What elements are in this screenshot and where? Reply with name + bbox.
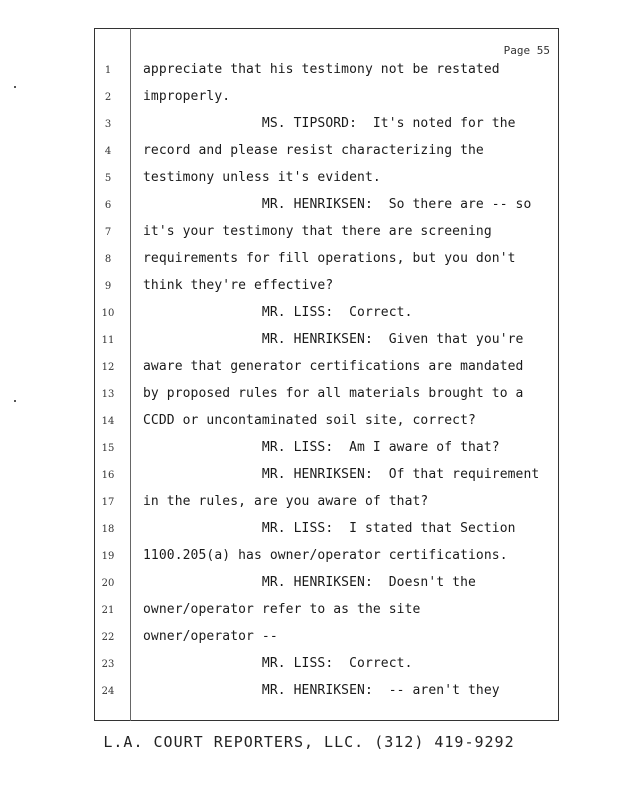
line-text: MR. LISS: I stated that Section xyxy=(143,521,516,536)
transcript-line xyxy=(0,141,618,168)
transcript-line xyxy=(0,276,618,303)
transcript-line xyxy=(0,357,618,384)
line-number: 4 xyxy=(104,146,112,157)
transcript-line xyxy=(0,573,618,600)
line-number: 12 xyxy=(101,362,115,373)
scan-speck xyxy=(14,400,16,402)
line-text: MR. HENRIKSEN: So there are -- so xyxy=(143,197,532,212)
transcript-line xyxy=(0,114,618,141)
transcript-line xyxy=(0,249,618,276)
line-text: owner/operator refer to as the site xyxy=(143,602,421,617)
line-text: in the rules, are you aware of that? xyxy=(143,494,429,509)
transcript-line xyxy=(0,384,618,411)
line-number: 9 xyxy=(104,281,112,292)
line-text: think they're effective? xyxy=(143,278,334,293)
line-number: 16 xyxy=(101,470,115,481)
transcript-line xyxy=(0,222,618,249)
line-number: 1 xyxy=(104,65,112,76)
line-text: MR. HENRIKSEN: Of that requirement xyxy=(143,467,540,482)
line-number: 6 xyxy=(104,200,112,211)
transcript-line xyxy=(0,87,618,114)
line-number: 3 xyxy=(104,119,112,130)
transcript-line xyxy=(0,681,618,708)
transcript-line xyxy=(0,195,618,222)
transcript-line xyxy=(0,546,618,573)
line-text: improperly. xyxy=(143,89,231,104)
line-text: by proposed rules for all materials brought to a xyxy=(143,386,524,401)
line-number: 24 xyxy=(101,686,115,697)
line-number: 5 xyxy=(104,173,112,184)
line-text: aware that generator certifications are mandated xyxy=(143,359,524,374)
line-number: 23 xyxy=(101,659,115,670)
line-text: MR. LISS: Am I aware of that? xyxy=(143,440,500,455)
line-text: it's your testimony that there are screening xyxy=(143,224,492,239)
line-text: MS. TIPSORD: It's noted for the xyxy=(143,116,516,131)
line-number: 7 xyxy=(104,227,112,238)
line-text: 1100.205(a) has owner/operator certifications. xyxy=(143,548,508,563)
line-text: MR. HENRIKSEN: Doesn't the xyxy=(143,575,476,590)
line-number: 21 xyxy=(101,605,115,616)
transcript-line xyxy=(0,492,618,519)
line-number: 8 xyxy=(104,254,112,265)
scan-speck xyxy=(14,86,16,88)
line-text: CCDD or uncontaminated soil site, correct? xyxy=(143,413,476,428)
page-number: Page 55 xyxy=(503,44,550,57)
transcript-line xyxy=(0,303,618,330)
transcript-line xyxy=(0,654,618,681)
line-text: MR. HENRIKSEN: Given that you're xyxy=(143,332,524,347)
transcript-line xyxy=(0,168,618,195)
line-text: requirements for fill operations, but you don't xyxy=(143,251,516,266)
line-text: MR. LISS: Correct. xyxy=(143,305,413,320)
line-text: MR. LISS: Correct. xyxy=(143,656,413,671)
line-number: 2 xyxy=(104,92,112,103)
line-number: 17 xyxy=(101,497,115,508)
line-text: owner/operator -- xyxy=(143,629,278,644)
line-number: 20 xyxy=(101,578,115,589)
line-number: 22 xyxy=(101,632,115,643)
transcript-line xyxy=(0,519,618,546)
transcript-line xyxy=(0,330,618,357)
line-number: 13 xyxy=(101,389,115,400)
line-number: 15 xyxy=(101,443,115,454)
footer-reporter-info: L.A. COURT REPORTERS, LLC. (312) 419-9292 xyxy=(103,733,515,751)
line-number: 18 xyxy=(101,524,115,535)
line-text: record and please resist characterizing the xyxy=(143,143,484,158)
line-text: appreciate that his testimony not be restated xyxy=(143,62,500,77)
line-text: MR. HENRIKSEN: -- aren't they xyxy=(143,683,500,698)
transcript-line xyxy=(0,600,618,627)
line-number: 10 xyxy=(101,308,115,319)
transcript-line xyxy=(0,438,618,465)
line-number: 19 xyxy=(101,551,115,562)
transcript-line xyxy=(0,60,618,87)
transcript-line xyxy=(0,627,618,654)
line-text: testimony unless it's evident. xyxy=(143,170,381,185)
transcript-line xyxy=(0,411,618,438)
line-number: 14 xyxy=(101,416,115,427)
line-number: 11 xyxy=(101,335,115,346)
transcript-line xyxy=(0,465,618,492)
